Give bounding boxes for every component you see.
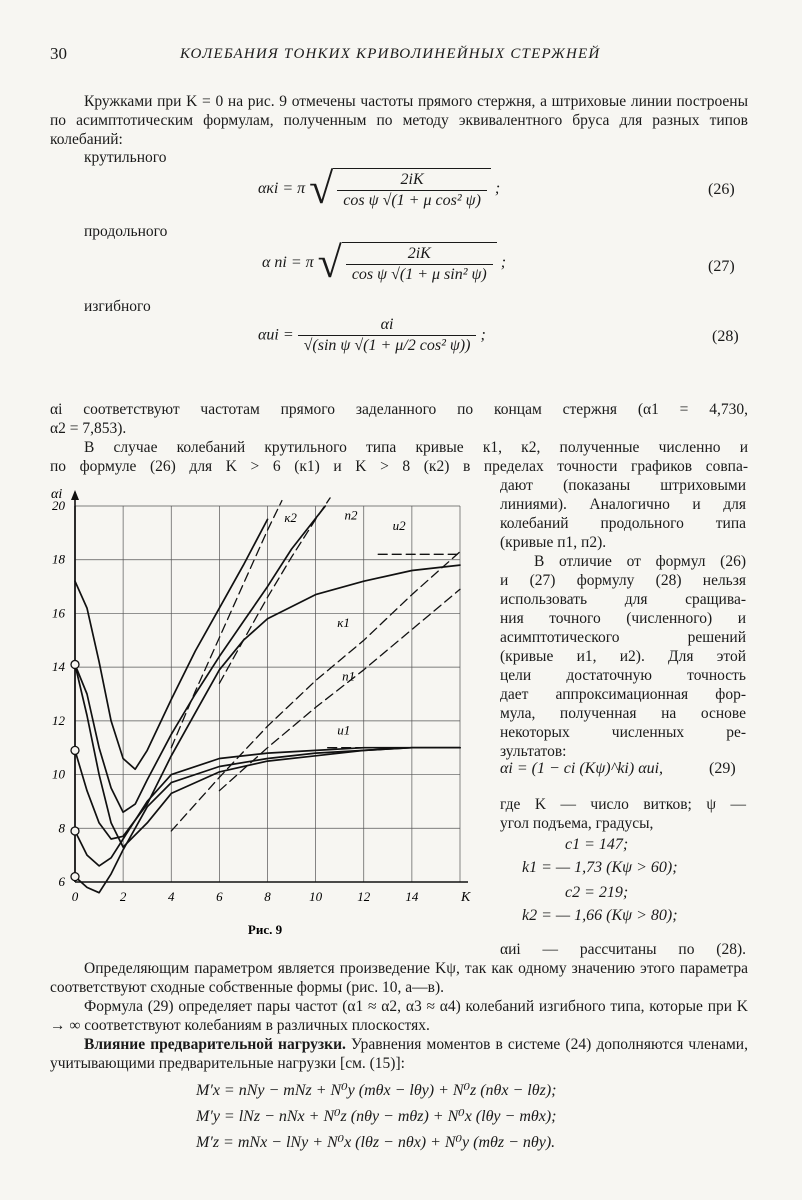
right-column-line: (кривые и1, и2). Для этой [500,648,746,665]
moment-x-equation: M′x = nNy − mNz + N⁰y (mθx − lθy) + N⁰z (nθx − lθz); [196,1082,557,1099]
y-tick-label: 20 [52,498,65,513]
y-tick-label: 12 [52,712,65,728]
para-formula-29: Формула (29) определяет пары частот (α1 ≈ α2, α3 ≈ α4) колебаний изгибного типа, которые при K → ∞ соответствуют колебаниям в различных плоскостях. [50,998,748,1034]
c1-value: c1 = 147; [565,836,629,853]
equation-27: α пi = π √ $\frac{2iK}{\text{cos ψ √(1 + μ sin² ψ)}}$ ; [262,238,507,287]
c2-value: c2 = 219; [565,884,629,901]
right-column-line: использовать для сращива- [500,591,746,608]
body-line-alpha-2: α2 = 7,853). [50,420,127,437]
eq28-number: (28) [712,328,739,345]
label-torsional: крутильного [84,149,167,166]
y-tick-label: 14 [52,659,65,675]
curve-label: п2 [344,507,358,523]
page-number: 30 [50,44,67,63]
eq27-denominator: cos ψ √(1 + μ sin² ψ) [351,266,487,283]
right-column [500,476,746,761]
eq27-number: (27) [708,258,735,275]
curve-label: к1 [337,614,350,630]
curve-label: и2 [392,518,406,534]
eq28-tail: ; [480,326,486,344]
right-column-line: некоторых численных ре- [500,724,746,741]
eq27-numerator: 2iK [346,245,493,265]
eq28-numerator: αi [298,316,477,336]
curve-п2 [75,506,325,812]
figure-9-chart [30,480,480,950]
intro-paragraph: Кружками при K = 0 на рис. 9 отмечены частоты прямого стержня, а штриховые линии построены по асимптотическим формулам, полученным по методу эквивалентного бруса для разных типов колебаний: [50,93,748,148]
curve-label: и1 [337,722,351,738]
right-column-line: асимптотического решений [500,629,746,646]
body-torsion-1: В случае колебаний крутильного типа кривые к1, к2, полученные численно и [84,439,748,456]
preload-text: Уравнения моментов в системе (24) дополняются членами, учитывающими предварительные нагрузки [см. (15)]: [50,1036,748,1072]
equation-28 [258,316,486,355]
right-column-line: ния точного (численного) и [500,610,746,627]
right-column-line: дают (показаны штриховыми [500,477,746,494]
y-tick-label: 10 [52,766,65,782]
curve-label: п1 [342,668,356,684]
k2-value: k2 = — 1,66 (Kψ > 80); [522,907,678,924]
preload-heading: Влияние предварительной нагрузки. [84,1036,346,1053]
x-tick-label: 2 [119,889,127,904]
y-tick-label: 16 [52,605,65,621]
y-axis-label: αi [51,487,63,502]
y-tick-label: 18 [52,551,65,567]
equation-29: αi = (1 − ci (Kψ)^ki) αиi, [500,760,664,777]
right-column-line: линиями). Аналогично и для [500,496,746,513]
k0-circle-marker [71,660,79,668]
body-torsion-2: по формуле (26) для K > 6 (к1) и K > 8 (к2) в пределах точности графиков совпа- [50,458,748,475]
eq26-tail: ; [494,180,501,197]
curve-label: к2 [284,510,297,526]
figure-caption: Рис. 9 [247,922,283,937]
x-tick-label: 6 [216,889,223,904]
alpha-calculated-line: αиi — рассчитаны по (28). [500,941,746,958]
x-tick-label: 0 [71,889,79,904]
y-axis-arrow [71,490,79,500]
eq27-lhs: α пi = π [262,254,314,271]
x-axis-label: K [461,890,471,905]
moment-y-equation: M′y = lNz − nNx + N⁰z (nθy − mθz) + N⁰x (lθy − mθx); [196,1108,557,1125]
k0-circle-marker [71,827,79,835]
x-tick-label: 14 [405,889,419,904]
right-column-line: мула, полученная на основе [500,705,746,722]
label-longitudinal: продольного [84,223,168,240]
para-preload [50,1035,748,1073]
eq26-number: (26) [708,181,735,198]
k1-value: k1 = — 1,73 (Kψ > 60); [522,859,678,876]
right-column-line: (кривые п1, п2). [500,534,607,551]
k0-circle-marker [71,746,79,754]
eq27-tail: ; [500,254,507,271]
curve-п2асимпт [219,498,330,683]
x-tick-label: 12 [357,889,371,904]
right-column-line: В отличие от формул (26) [534,553,746,570]
eq26-lhs: αкi = π [258,180,306,197]
x-tick-label: 10 [309,889,323,904]
right-column-line: цели достаточную точность [500,667,746,684]
y-tick-label: 8 [58,820,65,836]
eq29-number: (29) [709,760,736,777]
right-column-line: зультатов: [500,743,567,760]
k0-circle-marker [71,873,79,881]
x-tick-label: 8 [264,889,271,904]
eq28-denominator: √(sin ψ √(1 + μ/2 cos² ψ)) [303,337,471,354]
eq26-denominator: cos ψ √(1 + μ cos² ψ) [343,192,481,209]
where-line-2: угол подъема, градусы, [500,815,654,832]
label-bending: изгибного [84,298,151,315]
right-column-line: дает аппроксимационная фор- [500,686,746,703]
x-tick-label: 4 [168,889,175,904]
running-title: КОЛЕБАНИЯ ТОНКИХ КРИВОЛИНЕЙНЫХ СТЕРЖНЕЙ [180,46,601,62]
right-column-line: и (27) формулу (28) нельзя [500,572,746,589]
where-line-1: где K — число витков; ψ — [500,796,746,813]
body-line-alpha-1: αi соответствуют частотам прямого заделанного по концам стержня (α1 = 4,730, [50,401,748,418]
moment-z-equation: M′z = mNx − lNy + N⁰x (lθz − nθx) + N⁰y (mθz − nθy). [196,1134,556,1151]
para-defining-parameter: Определяющим параметром является произведение Kψ, так как одному значению этого параметра соответствуют сходные собственные формы (рис. 10, а—в). [50,960,748,996]
y-tick-label: 6 [58,874,65,889]
right-column-line: колебаний продольного типа [500,515,746,532]
equation-26: αкi = π √ $\frac{2iK}{\text{cos ψ √(1 + μ cos² ψ)}}$ ; [258,164,501,213]
eq28-lhs: αиi = [258,326,294,344]
eq26-numerator: 2iK [337,171,487,191]
curve-к2асимпт [171,501,282,748]
